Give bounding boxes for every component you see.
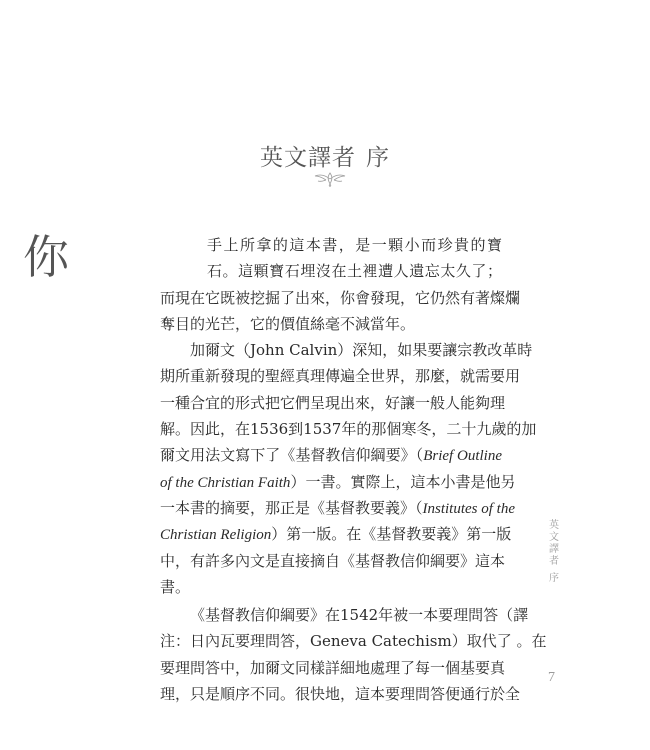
- book-title-italic: Institutes of the: [422, 500, 516, 517]
- text-line: 理，只是順序不同。很快地，這本要理問答便通行於全: [160, 685, 521, 704]
- text-line: 解。因此，在1536到1537年的那個寒冬，二十九歲的加: [160, 420, 537, 439]
- text-segment: 一本書的摘要，那正是《基督教要義》（: [160, 498, 423, 517]
- running-head: [547, 520, 561, 585]
- text-line: [160, 495, 516, 521]
- text-line: 加爾文（John Calvin）深知，如果要讓宗教改革時: [190, 341, 533, 360]
- running-head-char: 文: [549, 532, 559, 543]
- book-title-italic: of the Christian Faith: [160, 474, 291, 491]
- text-line: 期所重新發現的聖經真理傳遍全世界，那麼，就需要用: [160, 367, 521, 386]
- text-segment: ）一書。實際上，這本小書是他另: [290, 472, 516, 491]
- book-title-italic: Christian Religion: [160, 527, 272, 544]
- text-line: 注：日內瓦要理問答，Geneva Catechism）取代了 。在: [160, 632, 547, 651]
- page-number: 7: [548, 670, 555, 685]
- text-line: [160, 469, 516, 495]
- text-segment: 爾文用法文寫下了《基督教信仰綱要》（: [160, 446, 424, 465]
- running-head-char: 英: [549, 520, 559, 531]
- text-line: [160, 442, 502, 468]
- fleuron-ornament-icon: [313, 171, 347, 187]
- body-text: [160, 232, 547, 707]
- book-title-italic: Brief Outline: [423, 448, 502, 465]
- running-head-char: 譯: [549, 544, 559, 555]
- text-line: 中，有許多內文是直接摘自《基督教信仰綱要》這本: [160, 551, 506, 570]
- text-line: 奪目的光芒，它的價值絲毫不減當年。: [160, 314, 416, 333]
- text-line: 《基督教信仰綱要》在1542年被一本要理問答（譯: [190, 606, 529, 625]
- text-line: 石。這顆寶石埋沒在土裡遭人遺忘太久了；: [207, 262, 502, 281]
- chapter-title-suffix: 序: [366, 145, 390, 171]
- text-line: 手上所拿的這本書，是一顆小而珍貴的寶: [207, 236, 502, 254]
- chapter-title-main: 英文譯者: [260, 145, 356, 171]
- chapter-title: [0, 139, 650, 172]
- running-head-char: 序: [549, 573, 559, 584]
- text-line: 書。: [160, 577, 191, 596]
- drop-cap: 你: [23, 230, 69, 284]
- text-line: 要理問答中，加爾文同樣詳細地處理了每一個基要真: [160, 658, 506, 677]
- text-segment: ）第一版。在《基督教要義》第一版: [271, 525, 512, 544]
- text-line: 一種合宜的形式把它們呈現出來，好讓一般人能夠理: [160, 393, 506, 412]
- text-line: 而現在它既被挖掘了出來，你會發現，它仍然有著燦爛: [160, 288, 521, 307]
- running-head-char: 者: [549, 556, 559, 567]
- text-line: [160, 521, 512, 547]
